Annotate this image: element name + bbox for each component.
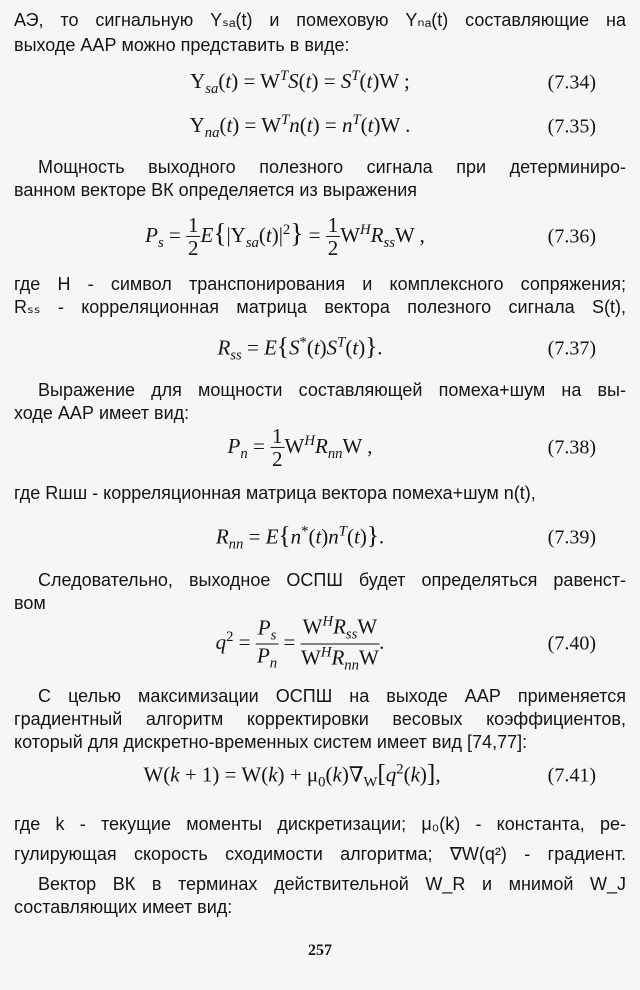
equation-7-39: $R_{nn} = E\{n^*(t)n^T(t)\}$. (7.39) [215, 522, 596, 553]
p8-line1: где k - текущие моменты дискретизации; μ₀(k) - константа, ре- [14, 814, 626, 834]
page-number: 257 [308, 942, 332, 959]
equation-7-38: $P_n$ = $\frac{1}{2}$ $W^HR_{nn}W$ , (7.38) [227, 423, 596, 471]
equation-7-41: $W(k + 1) = W(k) + \mu_0(k)\nabla_W[q^2(k)]$, (7.41) [143, 760, 596, 791]
equation-7-36: $P_s$ = $\frac{1}{2}$ $E\{|Y_{sa}(t)|^2\}$ = $\frac{1}{2}$ $W^HR_{ss}W$ , (7.36) [145, 212, 596, 260]
equation-number-7-36: (7.36) [547, 225, 596, 248]
p2-line1: Мощность выходного полезного сигнала при детерминиро- [38, 157, 626, 177]
p4-line2: ходе ААР имеет вид: [14, 403, 190, 423]
p7-line3: который для дискретно-временных систем имеет вид [74,77]: [14, 732, 528, 752]
equation-number-7-35: (7.35) [547, 115, 596, 138]
equation-number-7-34: (7.34) [547, 71, 596, 94]
p7-line2: градиентный алгоритм корректировки весовых коэффициентов, [14, 709, 626, 729]
equation-number-7-41: (7.41) [547, 764, 596, 787]
equation-number-7-38: (7.38) [547, 436, 596, 459]
equation-number-7-39: (7.39) [547, 526, 596, 549]
p6-line1: Следовательно, выходное ОСПШ будет определяться равенст- [38, 570, 626, 590]
equation-7-40: $q^2$ = $\frac{P_s}{P_n}$ = $\frac{W^HR_{ss}W}{W^HR_{nn}W}$ . (7.40) [215, 613, 596, 674]
p1-line2: выходе ААР можно представить в виде: [14, 35, 350, 55]
p6-line2: вом [14, 593, 46, 613]
equation-7-35: $Y_{na}(t) = W^Tn(t) = n^T(t)W$ . (7.35) [189, 111, 596, 142]
p9-line2: составляющих имеет вид: [14, 897, 233, 917]
p9-line1: Вектор ВК в терминах действительной W_R и мнимой W_J [38, 874, 626, 894]
p3-line1: где H - символ транспонирования и комплексного сопряжения; [14, 274, 626, 294]
p5-line1: где Rшш - корреляционная матрица вектора помеха+шум n(t), [14, 483, 536, 503]
p8-line2: гулирующая скорость сходимости алгоритма; ∇W(q²) - градиент. [14, 844, 626, 864]
p1-line1: АЭ, то сигнальную Yₛₐ(t) и помеховую Yₙₐ(t) составляющие на [14, 10, 626, 30]
equation-7-34: $Y_{sa}(t) = W^TS(t) = S^T(t)W$ ; (7.34) [190, 67, 596, 98]
p2-line2: ванном векторе ВК определяется из выражения [14, 180, 418, 200]
equation-number-7-40: (7.40) [547, 632, 596, 655]
equation-number-7-37: (7.37) [547, 337, 596, 360]
p7-line1: С целью максимизации ОСПШ на выходе ААР применяется [38, 686, 626, 706]
p4-line1: Выражение для мощности составляющей помеха+шум на вы- [38, 380, 626, 400]
p3-line2: Rₛₛ - корреляционная матрица вектора полезного сигнала S(t), [14, 297, 626, 317]
equation-7-37: $R_{ss} = E\{S^*(t)S^T(t)\}$. (7.37) [217, 333, 596, 364]
